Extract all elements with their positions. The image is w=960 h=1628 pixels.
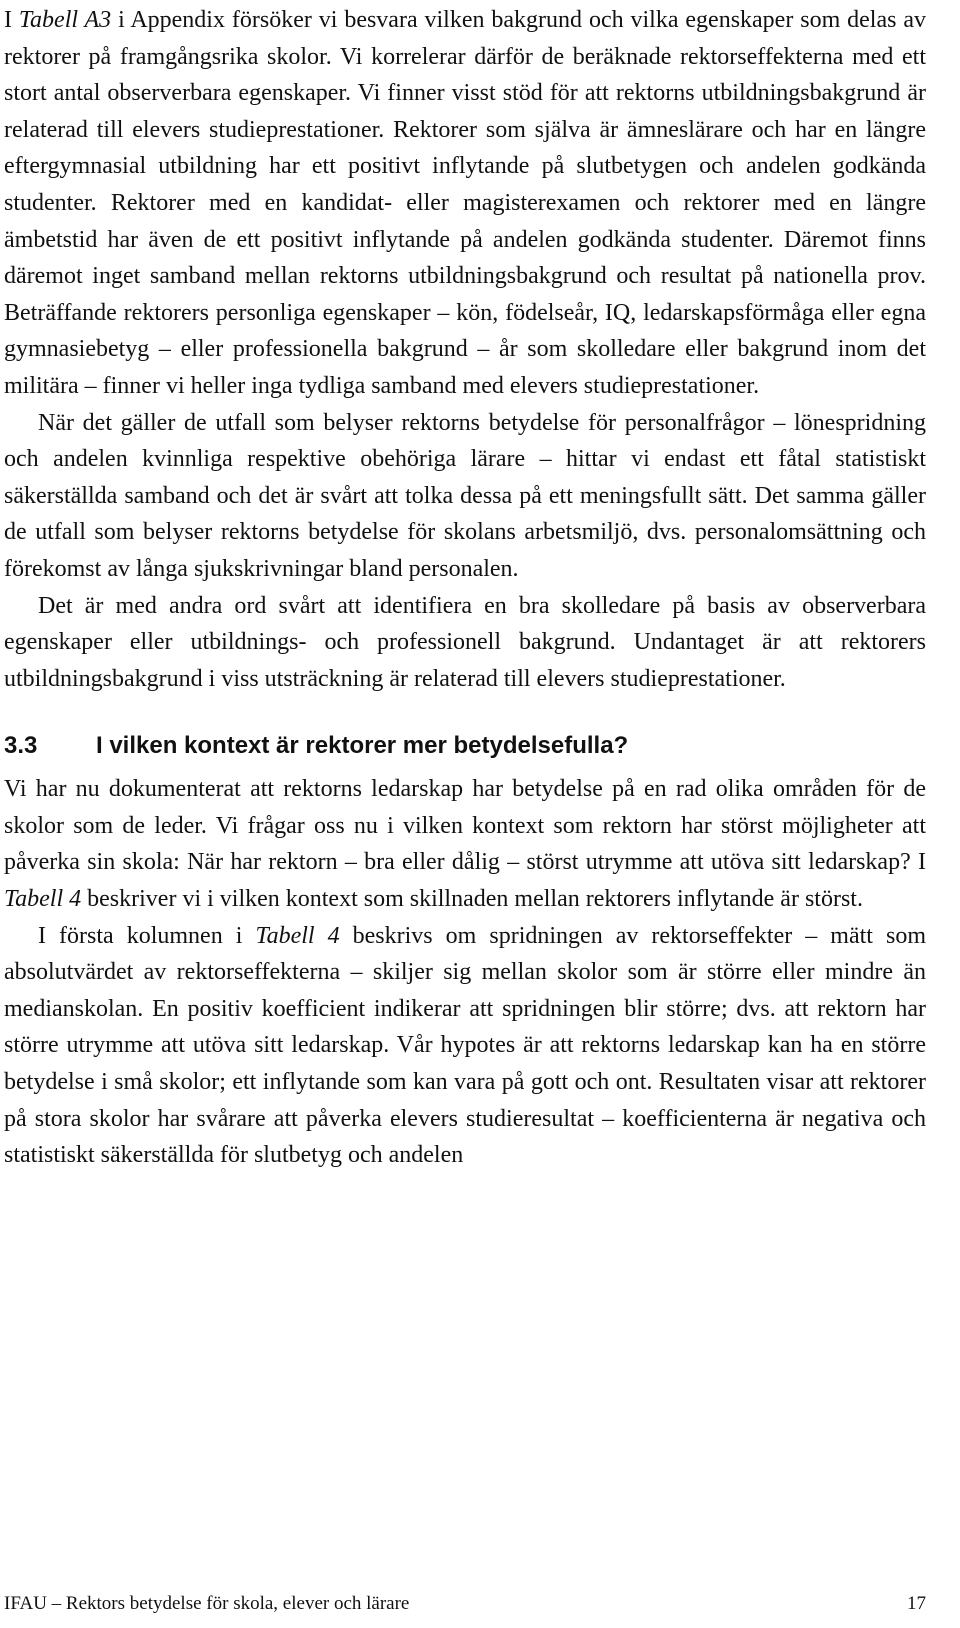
section-title: I vilken kontext är rektorer mer betydelsefulla? [96,732,629,760]
paragraph: I Tabell A3 i Appendix försöker vi besvara vilken bakgrund och vilka egenskaper som delas av rektorer på framgångsrika skolor. Vi korrelerar därför de beräknade rektorseffekterna med ett stort antal observerbara egenskaper. Vi finner visst stöd för att rektorns utbildningsbakgrund är relaterad till elevers studieprestationer. Rektorer som själva är ämneslärare och har en längre eftergymnasial utbildning har ett positivt inflytande på slutbetygen och andelen godkända studenter. Rektorer med en kandidat- eller magisterexamen och rektorer med en längre ämbetstid har även de ett positivt inflytande på andelen godkända studenter. Däremot finns däremot inget samband mellan rektorns utbildningsbakgrund och resultat på nationella prov. Beträffande rektorers personliga egenskaper – kön, födelseår, IQ, ledarskapsförmåga eller egna gymnasiebetyg – eller professionella bakgrund – år som skolledare eller bakgrund inom det militära – finner vi heller inga tydliga samband med elevers studieprestationer. [4,7,927,399]
document-page [4,2,926,1174]
paragraph: Det är med andra ord svårt att identifiera en bra skolledare på basis av observerbara egenskaper eller utbildnings- och professionell bakgrund. Undantaget är att rektorers utbildningsbakgrund i viss utsträckning är relaterad till elevers studieprestationer. [4,592,926,692]
paragraph: När det gäller de utfall som belyser rektorns betydelse för personalfrågor – lönespridning och andelen kvinnliga respektive obehöriga lärare – hittar vi endast ett fåtal statistiskt säkerställda samband och det är svårt att tolka dessa på ett meningsfullt sätt. Det samma gäller de utfall som belyser rektorns betydelse för skolans arbetsmiljö, dvs. personalomsättning och förekomst av långa sjukskrivningar bland personalen. [4,409,926,582]
page-number: 17 [907,1593,926,1614]
section-heading [4,731,926,761]
footer-title: IFAU – Rektors betydelse för skola, elever och lärare [4,1593,410,1614]
paragraph: Vi har nu dokumenterat att rektorns ledarskap har betydelse på en rad olika områden för de skolor som de leder. Vi frågar oss nu i vilken kontext som rektorn har störst möjligheter att påverka sin skola: När har rektorn – bra eller dålig – störst utrymme att utöva sitt ledarskap? I Tabell 4 beskriver vi i vilken kontext som skillnaden mellan rektorers inflytande är störst. [4,776,926,913]
page-footer [4,1592,926,1616]
table-reference: Tabell 4 [4,886,82,913]
section-number: 3.3 [4,732,38,760]
table-reference: Tabell 4 [255,922,340,949]
table-reference: Tabell A3 [18,7,112,33]
paragraph: I första kolumnen i Tabell 4 beskrivs om spridningen av rektorseffekter – mätt som absolutvärdet av rektorseffekterna – skiljer sig mellan skolor som är större eller mindre än medianskolan. En positiv koefficient indikerar att spridningen blir större; dvs. att rektorn har större utrymme att utöva sitt ledarskap. Vår hypotes är att rektorns ledarskap kan ha en större betydelse i små skolor; ett inflytande som kan vara på gott och ont. Resultaten visar att rektorer på stora skolor har svårare att påverka elevers studieresultat – koefficienterna är negativa och statistiskt säkerställda för slutbetyg och andelen [4,922,926,1169]
